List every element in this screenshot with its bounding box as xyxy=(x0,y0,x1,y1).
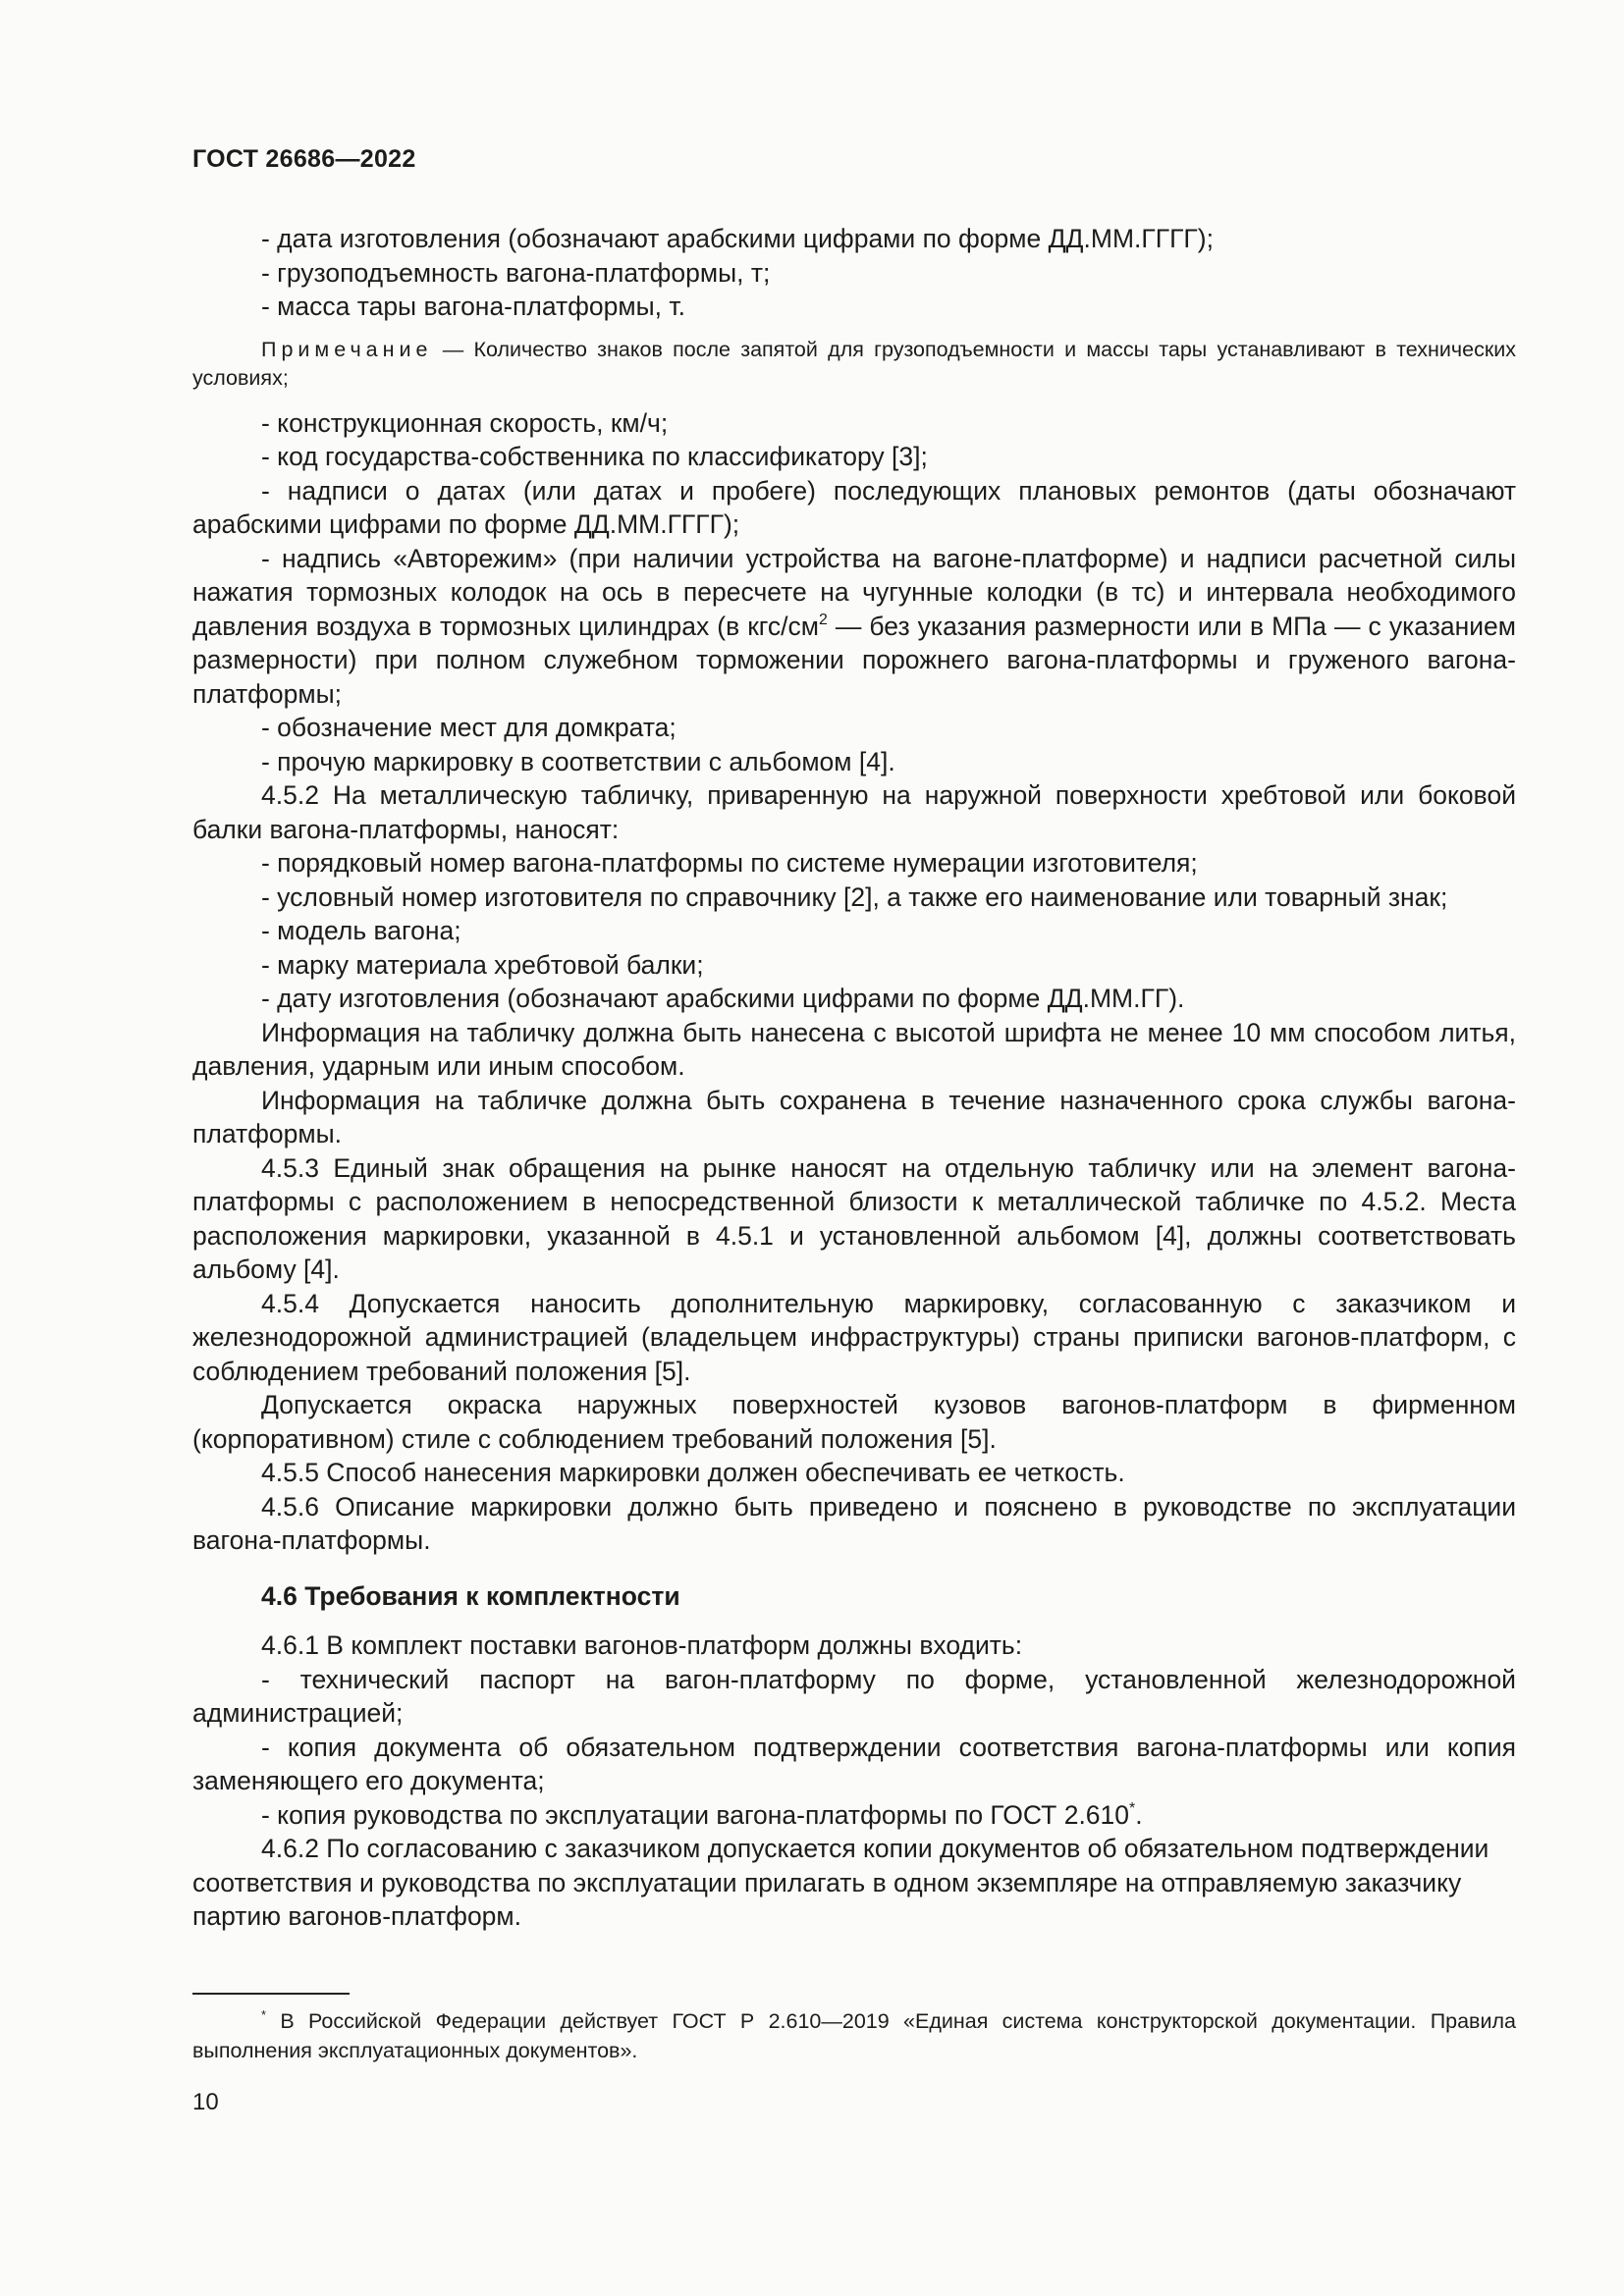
document-body xyxy=(192,222,1516,1934)
text-segment: - надпись «Авторежим» (при наличии устройства на вагоне-платформе) и надписи расчетной силы нажатия тормозных колодок на ось в пересчете на чугунные колодки (в тс) и интервала необходимого давления воздуха в тормозных цилиндрах (в кгс/см xyxy=(192,543,1516,641)
footnote xyxy=(192,2006,1516,2065)
list-item: - условный номер изготовителя по справочнику [2], а также его наименование или товарный знак; xyxy=(261,881,1448,912)
list-item: - дата изготовления (обозначают арабскими цифрами по форме ДД.ММ.ГГГГ); xyxy=(261,224,1214,253)
clause-4-5-2: 4.5.2 На металлическую табличку, приваренную на наружной поверхности хребтовой или боковой балки вагона-платформы, наносят: xyxy=(192,780,1516,844)
list-item xyxy=(192,542,1516,712)
text-segment: - копия руководства по эксплуатации вагона-платформы по ГОСТ 2.610 xyxy=(261,1799,1130,1830)
clause-4-5-6: 4.5.6 Описание маркировки должно быть приведено и пояснено в руководстве по эксплуатации вагона-платформы. xyxy=(192,1491,1516,1555)
footnote-rule xyxy=(192,1993,350,1995)
list-item xyxy=(192,1798,1516,1833)
clause-4-5-5: 4.5.5 Способ нанесения маркировки должен обеспечивать ее четкость. xyxy=(261,1458,1125,1487)
clause-4-6-2: 4.6.2 По согласованию с заказчиком допускается копии документов об обязательном подтверждении соответствия и руководства по эксплуатации прилагать в одном экземпляре на отправляемую заказчику партию вагонов-платформ. xyxy=(192,1834,1489,1931)
list-item: - код государства-собственника по классификатору [3]; xyxy=(261,442,928,471)
paragraph: Информация на табличку должна быть нанесена с высотой шрифта не менее 10 мм способом литья, давления, ударным или иным способом. xyxy=(192,1017,1516,1081)
list-item: - копия документа об обязательном подтверждении соответствия вагона-платформы или копия заменяющего его документа; xyxy=(192,1732,1516,1795)
list-item: - дату изготовления (обозначают арабскими цифрами по форме ДД.ММ.ГГ). xyxy=(261,984,1185,1013)
paragraph: Допускается окраска наружных поверхностей кузовов вагонов-платформ в фирменном (корпоративном) стиле с соблюдением требований положения [5]. xyxy=(192,1390,1516,1454)
list-item: - модель вагона; xyxy=(261,916,461,945)
clause-4-6-1: 4.6.1 В комплект поставки вагонов-платформ должны входить: xyxy=(261,1630,1023,1660)
footnote-text: В Российской Федерации действует ГОСТ Р 2.610—2019 «Единая система конструкторской документации. Правила выполнения эксплуатационных документов». xyxy=(192,2009,1516,2062)
paragraph: Информация на табличке должна быть сохранена в течение назначенного срока службы вагона-платформы. xyxy=(192,1085,1516,1148)
list-item: - грузоподъемность вагона-платформы, т; xyxy=(261,257,771,288)
footnote-ref: * xyxy=(1129,1799,1136,1817)
list-item: - конструкционная скорость, км/ч; xyxy=(261,407,669,438)
clause-4-5-3: 4.5.3 Единый знак обращения на рынке наносят на отдельную табличку или на элемент вагона-платформы с расположением в непосредственной близости к металлической табличке по 4.5.2. Места расположения маркировки, указанной в 4.5.1 и установленной альбомом [4], должны соответствовать альбому [4]. xyxy=(192,1152,1516,1284)
list-item: - масса тары вагона-платформы, т. xyxy=(261,292,685,321)
footnote-mark: * xyxy=(261,2006,267,2022)
list-item: - надписи о датах (или датах и пробеге) последующих плановых ремонтов (даты обозначают арабскими цифрами по форме ДД.ММ.ГГГГ); xyxy=(192,475,1516,539)
note-text: — Количество знаков после запятой для грузоподъемности и массы тары устанавливают в технических условиях; xyxy=(192,337,1516,390)
list-item: - технический паспорт на вагон-платформу по форме, установленной железнодорожной администрацией; xyxy=(192,1664,1516,1728)
list-item: - прочую маркировку в соответствии с альбомом [4]. xyxy=(261,746,895,776)
page-number: 10 xyxy=(192,2089,219,2115)
document-header: ГОСТ 26686—2022 xyxy=(192,145,416,173)
clause-4-5-4: 4.5.4 Допускается наносить дополнительную маркировку, согласованную с заказчиком и железнодорожной администрацией (владельцем инфраструктуры) страны приписки вагонов-платформ, с соблюдением требований положения [5]. xyxy=(192,1288,1516,1386)
list-item: - порядковый номер вагона-платформы по системе нумерации изготовителя; xyxy=(261,848,1198,878)
superscript: 2 xyxy=(818,611,828,628)
list-item: - марку материала хребтовой балки; xyxy=(261,949,704,980)
section-heading: 4.6 Требования к комплектности xyxy=(261,1580,680,1611)
note-label: Примечание xyxy=(261,337,433,361)
list-item: - обозначение мест для домкрата; xyxy=(261,713,677,742)
note xyxy=(192,336,1516,393)
text-segment: — без указания размерности или в МПа — с указанием размерности) при полном служебном торможении порожнего вагона-платформы и груженого вагона-платформы; xyxy=(192,611,1516,709)
text-segment: . xyxy=(1135,1799,1143,1830)
